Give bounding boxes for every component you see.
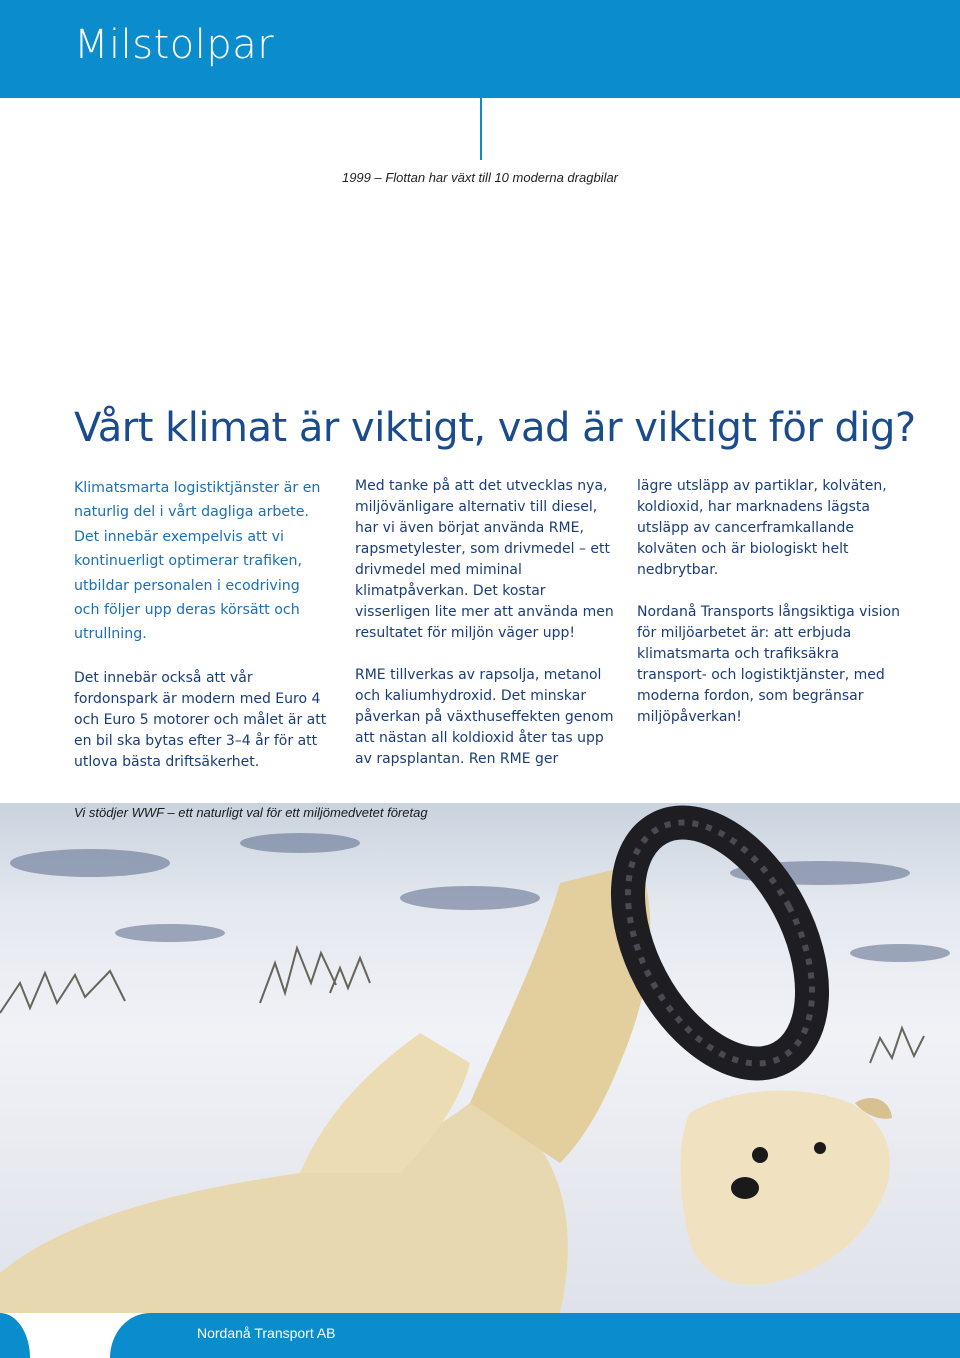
- text-column-1: [74, 476, 329, 794]
- paragraph: Nordanå Transports långsiktiga vision för miljöarbetet är: att erbjuda klimatsmarta och trafiksäkra transport- och logistiktjänster, med moderna fordon, som begränsar miljöpåverkan!: [637, 604, 900, 725]
- paragraph: lägre utsläpp av partiklar, kolväten, koldioxid, har marknadens lägsta utsläpp av cancerframkallande kolväten och är biologiskt helt nedbrytbar.: [637, 478, 887, 578]
- text-column-2: [355, 476, 620, 791]
- tire-illustration: [590, 803, 850, 1094]
- paragraph: Med tanke på att det utvecklas nya, miljövänligare alternativ till diesel, har vi även börjat använda RME, rapsmetylester, som drivmedel – ett drivmedel med miminal klimatpåverkan. Det kostar visserligen lite mer att använda men resultatet för miljön väger upp!: [355, 478, 614, 641]
- paragraph: RME tillverkas av rapsolja, metanol och kaliumhydroxid. Det minskar påverkan på växthuseffekten genom att nästan all koldioxid åter tas upp av rapsplantan. Ren RME ger: [355, 667, 614, 767]
- article-headline: Vårt klimat är viktigt, vad är viktigt för dig?: [74, 405, 916, 451]
- polar-bear-photo: [0, 803, 960, 1313]
- footer-left-tab: [0, 1313, 30, 1358]
- paragraph: Det innebär också att vår fordonspark är modern med Euro 4 och Euro 5 motorer och målet är att en bil ska bytas efter 3–4 år för att utlova bästa driftsäkerhet.: [74, 669, 327, 770]
- polar-bear-illustration: [0, 803, 960, 1313]
- photo-caption: Vi stödjer WWF – ett naturligt val för ett miljömedvetet företag: [74, 805, 428, 820]
- page-title: Milstolpar: [74, 22, 275, 68]
- text-column-3: [637, 476, 907, 749]
- footer-company-name: Nordanå Transport AB: [197, 1325, 336, 1341]
- milestone-text: 1999 – Flottan har växt till 10 moderna dragbilar: [341, 170, 619, 185]
- lead-paragraph: Klimatsmarta logistiktjänster är en naturlig del i vårt dagliga arbete. Det innebär exempelvis att vi kontinuerligt optimerar trafiken, utbildar personalen i ecodriving och följer upp deras körsätt och utrullning.: [74, 480, 321, 643]
- timeline-line: [480, 0, 482, 160]
